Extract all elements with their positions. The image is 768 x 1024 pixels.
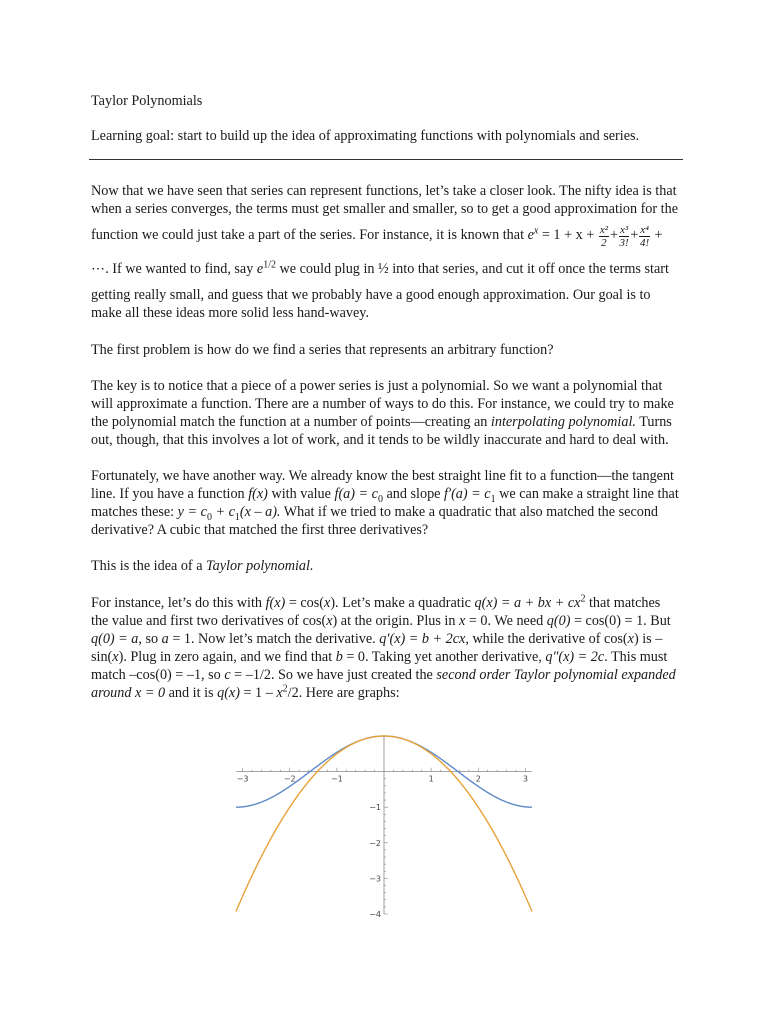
x-tick-label: 2	[475, 774, 481, 784]
document	[91, 92, 681, 720]
x-tick-label: 3	[522, 774, 528, 784]
y-tick-label: −1	[369, 803, 381, 813]
divider	[89, 159, 683, 160]
page-title: Taylor Polynomials	[91, 93, 203, 109]
fraction-x2: $\frac{\text{x²}}{2}$	[599, 223, 608, 249]
paragraph-intro: Now that we have seen that series can represent functions, let’s take a closer look. The nifty idea is that when a series converges, the terms must get smaller and smaller, so to get a good approximation for the function we could just take a part of the series. For instance, it is known that $e^x = 1 + x$ + $\frac{\text{x²}}{2}$ + $\frac{\text{x³}}{3!}$ + $\frac{\text{x⁴}}{4!}$ + ⋯. If we wanted to find, say $e^{1/2}$ we could plug in ½ into that series, and cut it off once the terms start getting really small, and guess that we probably have a good enough approximation. Our goal is to make all these ideas more solid less hand-wavey.	[91, 183, 679, 322]
paragraph-idea: This is the idea of a Taylor polynomial.	[91, 558, 314, 575]
taylor-chart	[230, 730, 538, 920]
fraction-x3: $\frac{\text{x³}}{3!}$	[619, 223, 629, 249]
x-tick-label: 1	[428, 774, 434, 784]
y-tick-label: −4	[369, 910, 381, 919]
x-tick-label: −3	[236, 774, 249, 784]
x-tick-label: −2	[283, 774, 296, 784]
paragraph-problem: The first problem is how do we find a series that represents an arbitrary function?	[91, 341, 554, 358]
paragraph-key: The key is to notice that a piece of a power series is just a polynomial. So we want a polynomial that will approximate a function. There are a number of ways to do this. For instance, we could try to make the polynomial match the function at a number of points—creating an interpolating polynomial. Turns out, though, that this involves a lot of work, and it tends to be wildly inaccurate and hard to deal with.	[91, 377, 674, 448]
paragraph-tangent: Fortunately, we have another way. We already know the best straight line fit to a function—the tangent line. If you have a function f(x) with value $f(a) = c_0$ and slope $f'(a) = c_1$ we can make a straight line that matches these: $y = c_0 + c_1(x - a)$. What if we tried to make a quadratic that also matched the second derivative? A cubic that matched the first three derivatives?	[91, 468, 679, 539]
x-tick-label: −1	[330, 774, 343, 784]
chart-svg	[230, 730, 538, 920]
y-tick-label: −3	[369, 874, 381, 884]
exp-series-equation: $e^x = 1 + x$ + $\frac{\text{x²}}{2}$ + $\frac{\text{x³}}{3!}$ + $\frac{\text{x⁴}}{4!}$ + ⋯.	[91, 223, 663, 278]
learning-goal: Learning goal: start to build up the idea of approximating functions with polynomials and series.	[91, 128, 640, 145]
paragraph-example: For instance, let’s do this with f(x) = cos(x). Let’s make a quadratic q(x) = a + bx + $cx^2$ that matches the value and first two derivatives of cos(x) at the origin. Plus in x = 0. We need q(0) = cos(0) = 1. But q(0) = a, so a = 1. Now let’s match the derivative. q′(x) = b + 2cx, while the derivative of cos(x) is –sin(x). Plug in zero again, and we find that b = 0. Taking yet another derivative, q″(x) = 2c. This must match –cos(0) = –1, so c = –1/2. So we have just created the second order Taylor polynomial expanded around x = 0 and it is $q(x) = 1 - x^2/2$. Here are graphs:	[91, 592, 676, 701]
y-tick-label: −2	[369, 838, 381, 848]
fraction-x4: $\frac{\text{x⁴}}{4!}$	[639, 223, 650, 249]
